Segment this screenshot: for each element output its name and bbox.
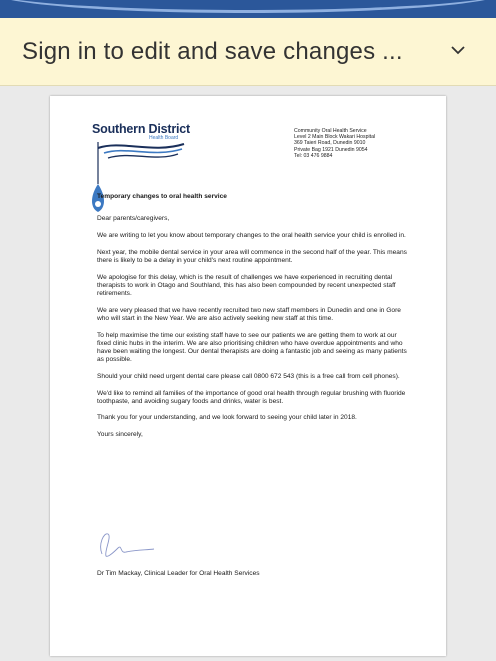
- sign-in-text[interactable]: Sign in to edit and save changes ...: [22, 37, 403, 65]
- letter-body: [97, 193, 407, 448]
- letter-paragraph: We are writing to let you know about temporary changes to the oral health service your child is enrolled in.: [97, 231, 406, 239]
- sign-in-banner[interactable]: [0, 18, 496, 86]
- letter-paragraph: To help maximise the time our existing staff have to see our patients we are getting them to work at our fixed clinic hubs in the interim. We are also prioritising children who have overdue appointments and who have been waiting the longest. Our dental therapists are doing a fantastic job and seeing as many patients as possible.: [97, 331, 407, 364]
- letter-paragraph: We'd like to remind all families of the importance of good oral health through regular brushing with fluoride toothpaste, and avoiding sugary foods and drinks, water is best.: [97, 389, 406, 405]
- letter-subject: Temporary changes to oral health service: [97, 193, 227, 200]
- address-line: Private Bag 1921 Dunedin 9054: [294, 146, 368, 153]
- app-ribbon: [0, 0, 496, 18]
- logo-org-subtitle: Health Board: [149, 135, 179, 141]
- address-line: Community Oral Health Service: [294, 128, 367, 134]
- signature-icon: [96, 524, 156, 560]
- letter-paragraph: We apologise for this delay, which is the result of challenges we have experienced in recruiting dental therapists to work in Otago and Southland, this has also been compounded by recent unexpected staff retirements.: [97, 273, 396, 297]
- letter-signer: Dr Tim Mackay, Clinical Leader for Oral Health Services: [97, 570, 260, 577]
- logo-org-name: Southern District: [92, 122, 190, 136]
- address-line: Level 2 Main Block Wakari Hospital: [294, 134, 376, 141]
- letter-paragraph: Should your child need urgent dental care please call 0800 672 543 (this is a free call from cell phones).: [97, 372, 400, 380]
- address-line: Tel: 03 476 9884: [294, 152, 333, 159]
- letter-closing: Yours sincerely,: [97, 431, 143, 439]
- address-line: 369 Taieri Road, Dunedin 9010: [294, 140, 366, 147]
- ribbon-curve: [0, 0, 496, 13]
- letter-salutation: Dear parents/caregivers,: [97, 215, 170, 223]
- letter-paragraph: We are very pleased that we have recently recruited two new staff members in Dunedin and one in Gore who will start in the New Year. We are also actively seeking new staff at this time.: [97, 306, 401, 322]
- letter-paragraph: Thank you for your understanding, and we look forward to seeing your child later in 2018.: [97, 414, 357, 422]
- letterhead-address: [294, 128, 375, 159]
- letter-paragraph: Next year, the mobile dental service in your area will commence in the second half of the year. This means there is likely to be a delay in your child's next routine appointment.: [97, 248, 407, 264]
- document-page: [50, 96, 446, 656]
- chevron-down-icon[interactable]: [450, 42, 466, 58]
